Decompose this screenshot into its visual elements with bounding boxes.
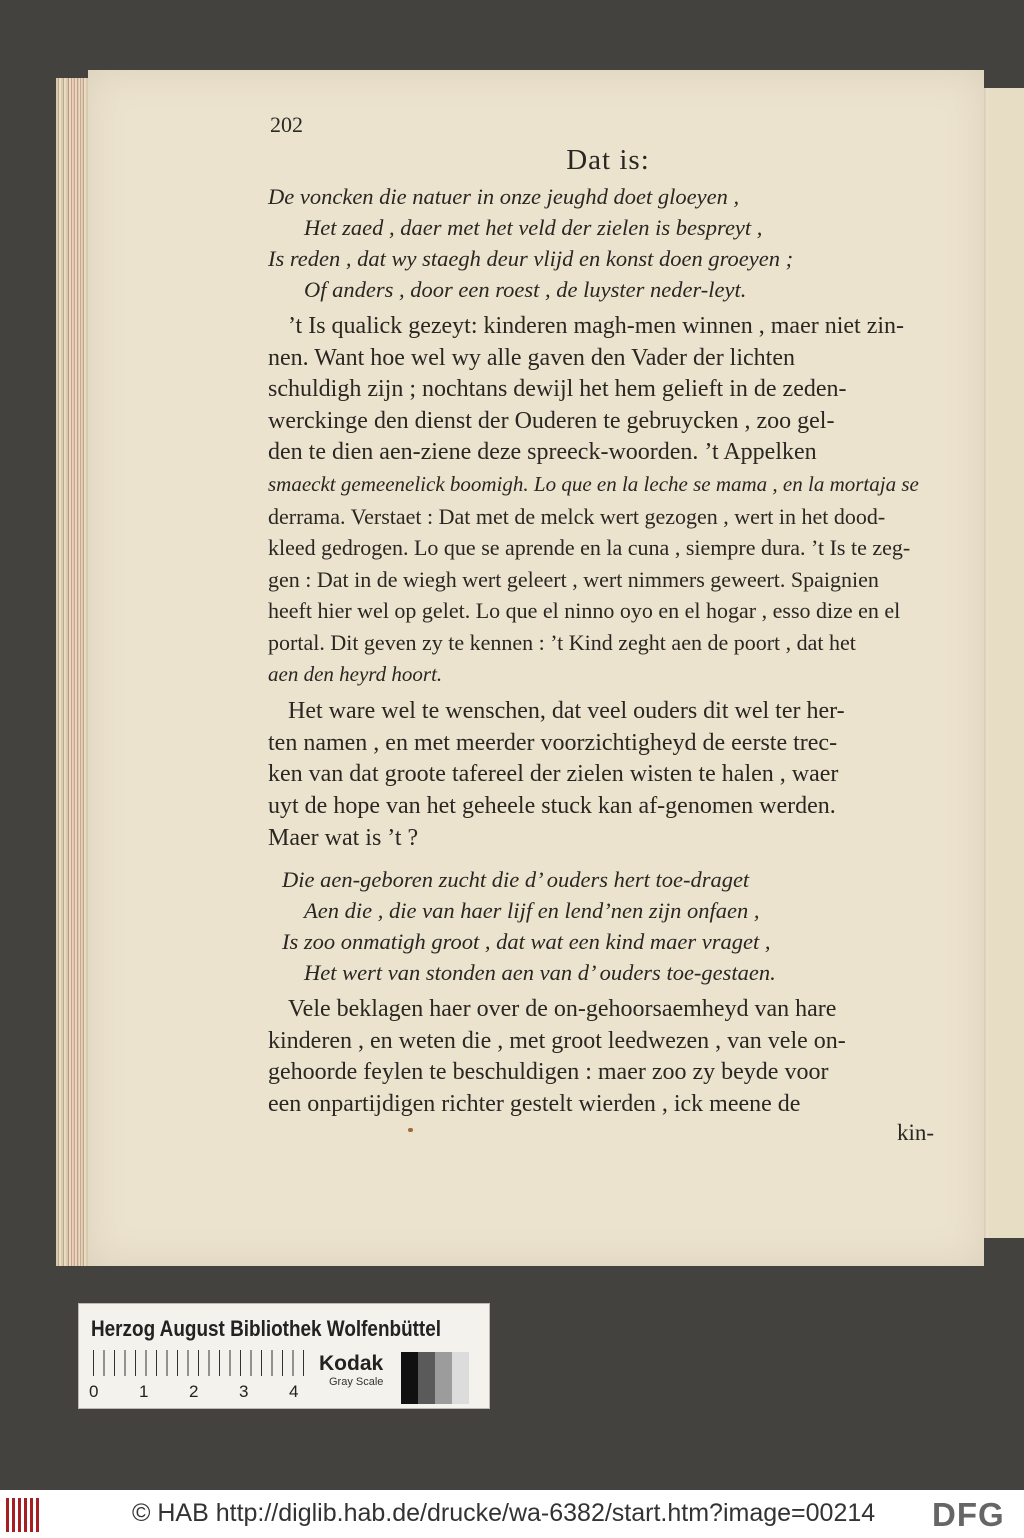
text-line: schuldigh zijn ; nochtans dewijl het hem gelieft in de zeden- — [268, 376, 847, 403]
scale-number: 0 — [89, 1382, 99, 1401]
catchword: kin- — [896, 1120, 934, 1145]
text-line: heeft hier wel op gelet. Lo que el ninno oyo en el hogar , esso dize en el — [268, 598, 901, 624]
gray-patch — [418, 1352, 435, 1404]
ink-speck — [408, 1128, 413, 1132]
kodak-subtitle: Gray Scale — [329, 1376, 384, 1388]
kodak-label — [319, 1352, 383, 1388]
paragraph-2 — [268, 696, 948, 854]
kodak-brand: Kodak — [319, 1352, 384, 1375]
hab-logo-icon — [6, 1498, 42, 1532]
text-line: uyt de hope van het geheele stuck kan af-genomen werden. — [268, 792, 836, 819]
verse-2 — [268, 864, 948, 988]
scale-number: 4 — [289, 1382, 299, 1401]
copyright-link[interactable]: © HAB http://diglib.hab.de/drucke/wa-6382/start.htm?image=00214 — [132, 1499, 876, 1527]
color-scale-card — [78, 1303, 490, 1409]
text-line: gen : Dat in de wiegh wert geleert , wert nimmers geweert. Spaignien — [268, 566, 879, 592]
footer-bar — [0, 1490, 1024, 1538]
text-line: portal. Dit geven zy te kennen : ’t Kind zeght aen de poort , dat het — [268, 629, 856, 655]
text-line: ten namen , en met meerder voorzichtigheyd de eerste trec- — [268, 729, 838, 756]
gray-patch — [435, 1352, 452, 1404]
text-line: Het ware wel te wenschen, dat veel ouders dit wel ter her- — [288, 698, 845, 725]
text-line: den te dien aen-ziene deze spreeck-woorden. ’t Appelken — [268, 439, 817, 466]
verse-line: Is zoo onmatigh groot , dat wat een kind maer vraget , — [282, 929, 771, 955]
text-line: een onpartijdigen richter gestelt wierden , ick meene de — [268, 1090, 801, 1117]
text-line: smaeckt gemeenelick boomigh. Lo que en la leche se mama , en la mortaja se — [268, 471, 919, 496]
text-line: kinderen , en weten die , met groot leedwezen , van vele on- — [268, 1027, 846, 1054]
verse-line: Aen die , die van haer lijf en lend’nen zijn onfaen , — [304, 898, 760, 924]
text-line: ’t Is qualick gezeyt: kinderen magh-men winnen , maer niet zin- — [288, 313, 905, 339]
book-page — [88, 70, 984, 1266]
page-edges — [56, 78, 90, 1266]
paragraph-3 — [268, 994, 948, 1120]
page-number: 202 — [270, 112, 303, 137]
gray-scale-patches — [401, 1352, 469, 1404]
verse-line: Die aen-geboren zucht die d’ ouders hert toe-draget — [282, 867, 750, 893]
text-line: aen den heyrd hoort. — [268, 661, 443, 686]
scale-number: 3 — [239, 1382, 249, 1401]
text-line: Maer wat is ’t ? — [268, 824, 419, 851]
text-line: kleed gedrogen. Lo que se aprende en la cuna , siempre dura. ’t Is te zeg- — [268, 535, 911, 561]
verse-1 — [268, 181, 948, 305]
text-line: werckinge den dienst der Ouderen te gebruycken , zoo gel- — [268, 407, 835, 434]
scale-ruler — [89, 1350, 305, 1401]
dfg-logo: DFG — [932, 1496, 1005, 1533]
page-text — [268, 140, 948, 1120]
text-line: Vele beklagen haer over de on-gehoorsaemheyd van hare — [288, 996, 837, 1023]
paragraph-1 — [268, 311, 948, 690]
scale-number: 2 — [189, 1382, 199, 1401]
gray-patch — [401, 1352, 418, 1404]
section-heading: Dat is: — [566, 144, 650, 176]
text-line: gehoorde feylen te beschuldigen : maer zoo zy beyde voor — [268, 1059, 829, 1086]
verse-line: Is reden , dat wy staegh deur vlijd en konst doen groeyen ; — [268, 246, 794, 271]
text-line: nen. Want hoe wel wy alle gaven den Vader der lichten — [268, 344, 795, 371]
text-line: ken van dat groote tafereel der zielen wisten te halen , waer — [268, 761, 839, 788]
verse-line: Het zaed , daer met het veld der zielen is bespreyt , — [304, 215, 763, 240]
scale-number: 1 — [139, 1382, 149, 1401]
verse-line: Het wert van stonden aen van d’ ouders toe-gestaen. — [304, 960, 776, 986]
verse-line: De voncken die natuer in onze jeughd doet gloeyen , — [268, 184, 740, 209]
library-name: Herzog August Bibliothek Wolfenbüttel — [91, 1316, 442, 1341]
text-line: derrama. Verstaet : Dat met de melck wert gezogen , wert in het dood- — [268, 503, 886, 529]
gray-patch — [452, 1352, 469, 1404]
verse-line: Of anders , door een roest , de luyster neder-leyt. — [304, 277, 747, 302]
